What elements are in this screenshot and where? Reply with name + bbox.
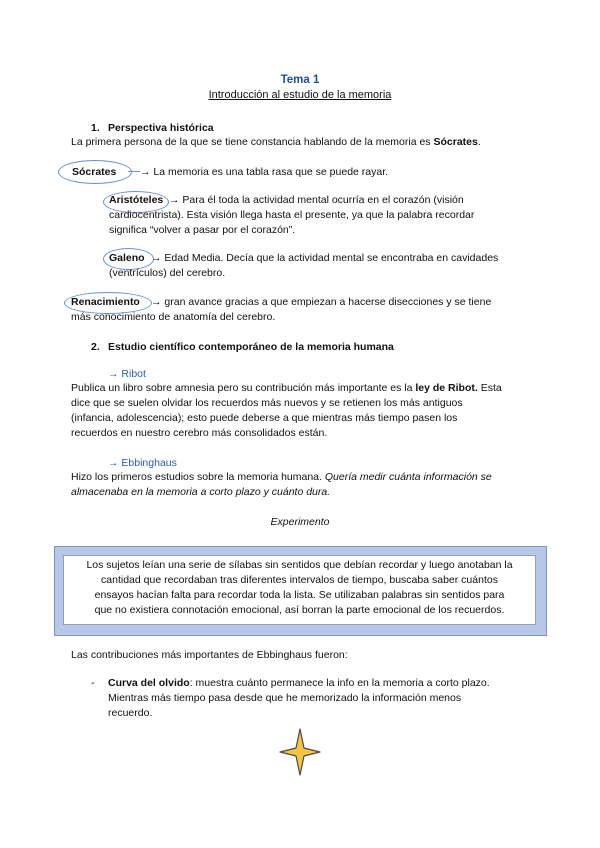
experiment-box-inner — [63, 555, 536, 625]
aristoteles-line2: cardiocentrista). Esta visión llega hasta el presente, ya que la palabra recordar — [109, 209, 475, 221]
aristoteles-line3: significa “volver a pasar por el corazón”. — [109, 224, 296, 236]
renacimiento-line1: → gran avance gracias a que empiezan a hacerse disecciones y se tiene — [151, 296, 492, 308]
experiment-line1: Los sujetos leían una serie de sílabas sin sentidos que debían recordar y luego anotaban la — [86, 559, 513, 571]
socrates-oval-tail — [128, 171, 140, 172]
ribot-line2: dice que se suelen olvidar los recuerdos más nuevos y se retienen los más antiguos — [71, 397, 463, 409]
ribot-line4: recuerdos en nuestro cerebro más consolidados están. — [71, 427, 328, 439]
renacimiento-name: Renacimiento — [71, 296, 140, 308]
galeno-name: Galeno — [109, 252, 145, 264]
experiment-label: Experimento — [270, 516, 330, 528]
ribot-law: ley de Ribot. — [415, 382, 478, 394]
ebbinghaus-line2: almacenaba en la memoria a corto plazo y cuánto dura. — [71, 486, 331, 498]
section1-heading: Perspectiva histórica — [108, 122, 214, 134]
galeno-line1: → Edad Media. Decía que la actividad mental se encontraba en cavidades — [151, 252, 499, 264]
ribot-line3: (infancia, adolescencia); esto puede deberse a que mientras más tiempo pasen los — [71, 412, 458, 424]
galeno-line2: (ventrículos) del cerebro. — [109, 267, 226, 279]
section1-number: 1. — [91, 122, 100, 134]
curva-del-olvido: Curva del olvido — [108, 677, 190, 689]
bullet-line3: recuerdo. — [108, 707, 153, 719]
experiment-line4: que no existiera connotación emocional, así borran la parte emocional de los recuerdos. — [94, 604, 505, 616]
socrates-text: → La memoria es una tabla rasa que se puede rayar. — [140, 166, 389, 178]
section2-number: 2. — [91, 341, 100, 353]
contributions-intro: Las contribuciones más importantes de Ebbinghaus fueron: — [71, 649, 348, 661]
ribot-line1: Publica un libro sobre amnesia pero su contribución más importante es la ley de Ribot. Esta — [71, 382, 502, 394]
aristoteles-line1: → Para él toda la actividad mental ocurría en el corazón (visión — [169, 194, 464, 206]
bullet-line1: Curva del olvido: muestra cuánto permanece la info en la memoria a corto plazo. — [108, 677, 490, 689]
socrates-name: Sócrates — [72, 166, 117, 178]
page-subtitle: Introducción al estudio de la memoria — [208, 89, 392, 101]
aristoteles-name: Aristóteles — [109, 194, 164, 206]
section1-intro: La primera persona de la que se tiene constancia hablando de la memoria es Sócrates. — [71, 136, 481, 148]
ebbinghaus-label: → Ebbinghaus — [108, 457, 177, 469]
bullet-marker: - — [91, 677, 95, 689]
renacimiento-line2: más conocimiento de anatomía del cerebro. — [71, 311, 276, 323]
intro-socrates: Sócrates — [433, 136, 478, 148]
ribot-label: → Ribot — [108, 368, 146, 380]
ebbinghaus-line1: Hizo los primeros estudios sobre la memoria humana. Quería medir cuánta información se — [71, 471, 492, 483]
star-icon — [279, 728, 321, 776]
experiment-box — [54, 546, 547, 636]
page-title: Tema 1 — [280, 74, 320, 86]
section2-heading: Estudio científico contemporáneo de la memoria humana — [108, 341, 394, 353]
bullet-line2: Mientras más tiempo pasa desde que he memorizado la información menos — [108, 692, 462, 704]
experiment-line3: ensayos hacían falta para recordar toda la lista. Se utilizaban palabras sin sentidos para — [94, 589, 505, 601]
experiment-line2: cantidad que recordaban tras diferentes intervalos de tiempo, buscaba saber cuántos — [101, 574, 498, 586]
